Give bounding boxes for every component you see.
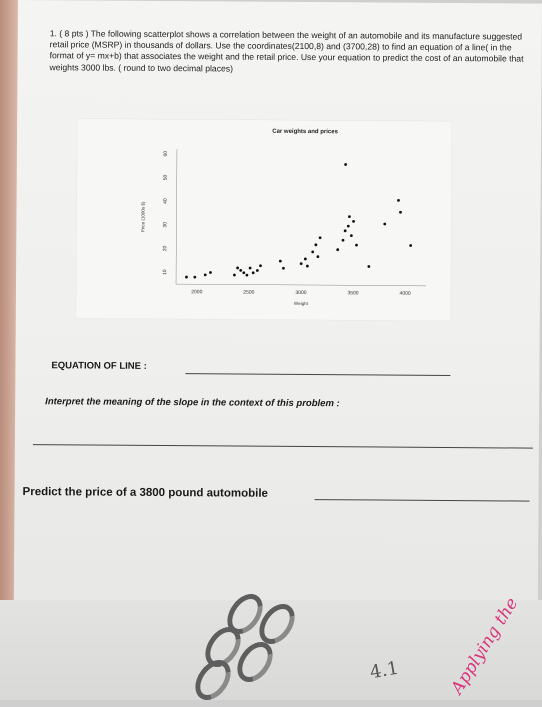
data-point	[336, 248, 339, 251]
data-point	[242, 271, 245, 274]
data-point	[347, 225, 350, 228]
data-point	[344, 229, 347, 232]
page-number: 4.1	[368, 657, 401, 684]
y-tick-label: 20	[162, 245, 169, 252]
data-point	[279, 260, 282, 263]
data-point	[246, 274, 249, 277]
data-point	[249, 267, 252, 270]
data-point	[306, 265, 309, 268]
data-point	[348, 215, 351, 218]
question-text: 1. ( 8 pts ) The following scatterplot shows a correlation between the weight of an automobile and its manufacture suggested retail price (MSRP) in thousands of dollars. Use the coordinates(2100,8) and (3700,28) to find an equation of a line( in the format of y= mx+b) that associates the weight and the retail price. Use your equation to predict the cost of an automobile that weights 3000 lbs. ( round to two decimal places)	[49, 28, 524, 74]
data-point	[355, 244, 358, 247]
data-point	[259, 264, 262, 267]
data-point	[193, 276, 196, 279]
scatterplot-svg	[76, 118, 452, 321]
data-point	[209, 271, 212, 274]
x-tick-label: 2000	[191, 289, 203, 296]
handwritten-note: Applying the	[447, 594, 523, 698]
predict-answer-line[interactable]	[315, 499, 530, 502]
predict-prompt: Predict the price of a 3800 pound automobile	[22, 486, 268, 500]
data-point	[304, 258, 307, 261]
data-point	[409, 244, 412, 247]
data-point	[397, 199, 400, 202]
data-point	[314, 243, 317, 246]
x-tick-label: 2500	[243, 289, 255, 296]
data-point	[300, 262, 303, 265]
data-point	[185, 276, 188, 279]
data-point	[233, 274, 236, 277]
data-point	[319, 236, 322, 239]
data-point	[256, 269, 259, 272]
spiral-ring-5	[188, 653, 238, 706]
data-point	[282, 267, 285, 270]
interpret-answer-line[interactable]	[33, 444, 533, 448]
notebook-page-below	[0, 594, 542, 700]
x-tick-label: 3000	[295, 289, 307, 297]
scatterplot-chart	[76, 118, 452, 321]
data-point	[399, 211, 402, 214]
data-point	[252, 271, 255, 274]
chart-frame	[76, 118, 452, 321]
data-point	[352, 220, 355, 223]
y-tick-label: 40	[162, 198, 169, 204]
equation-answer-line[interactable]	[185, 373, 450, 376]
x-tick-label: 3500	[347, 290, 359, 297]
y-tick-label: 30	[162, 222, 169, 228]
data-point	[383, 223, 386, 226]
x-axis-label: Weight	[293, 300, 308, 307]
data-point	[344, 163, 347, 166]
data-point	[311, 250, 314, 253]
data-point	[204, 273, 207, 276]
interpret-prompt: Interpret the meaning of the slope in the context of this problem :	[45, 396, 340, 410]
data-point	[239, 269, 242, 272]
y-tick-label: 50	[162, 174, 169, 181]
y-tick-label: 10	[162, 269, 169, 275]
worksheet-page	[14, 0, 542, 614]
data-point	[367, 265, 370, 268]
data-point	[316, 255, 319, 258]
data-point	[350, 234, 353, 237]
data-point	[342, 239, 345, 242]
y-axis-label: Price (1000s $)	[140, 201, 146, 233]
data-point	[236, 267, 239, 270]
equation-prompt: EQUATION OF LINE :	[51, 360, 147, 372]
x-tick-label: 4000	[399, 290, 411, 297]
y-tick-label: 60	[162, 150, 169, 157]
chart-title: Car weights and prices	[272, 128, 338, 136]
